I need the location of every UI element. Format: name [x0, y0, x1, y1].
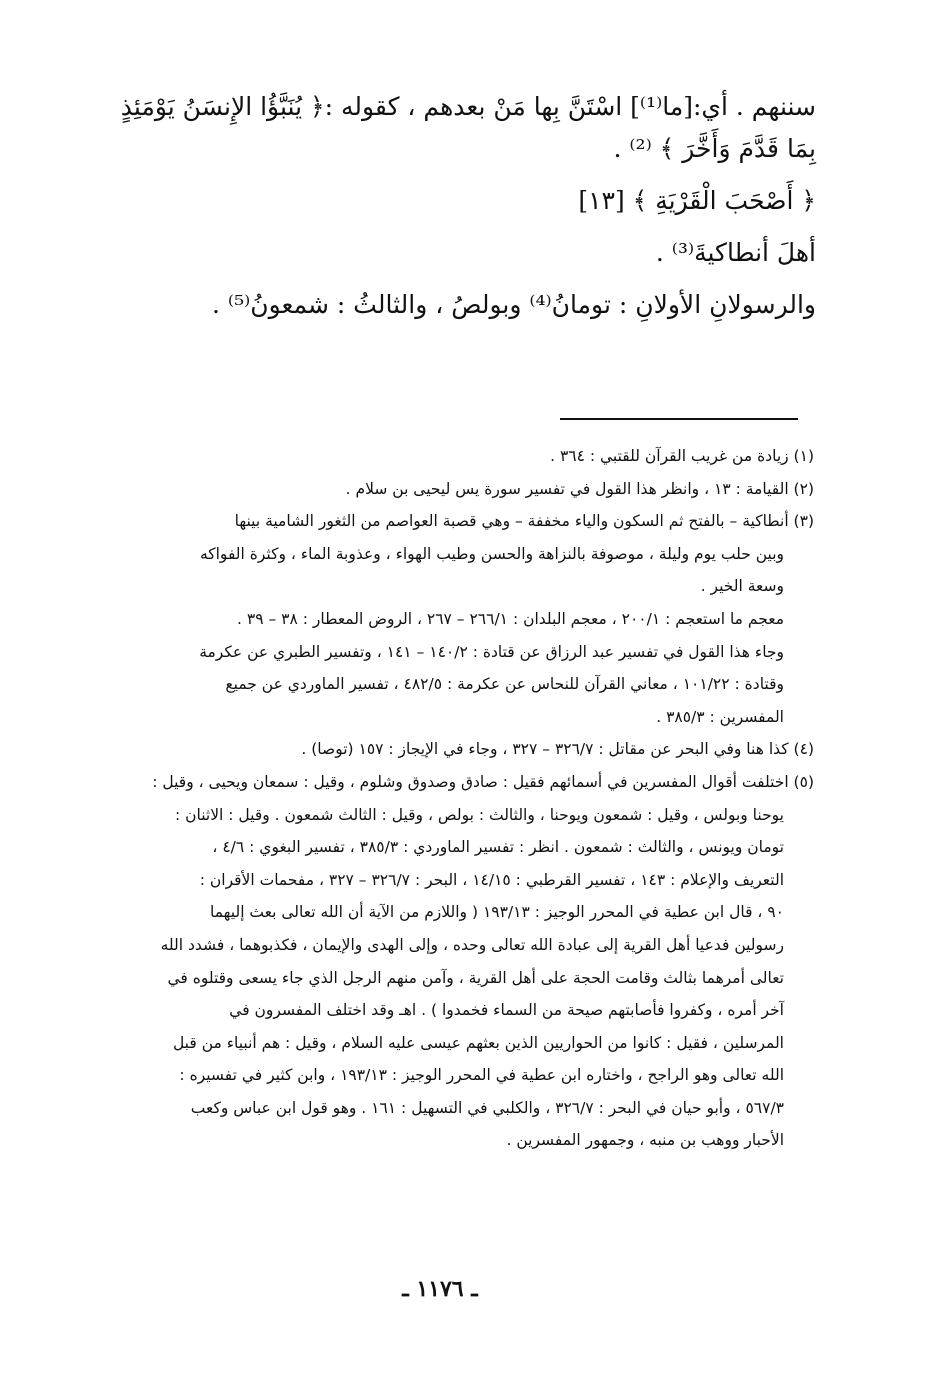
footnote-line: آخر أمره ، وكفروا فأصابتهم صيحة من السماء فخمدوا ) . اهـ وقد اختلف المفسرون في	[229, 1001, 784, 1020]
main-line-1: سننهم . أي:[ما⁽¹⁾] اسْتَنَّ بِها مَنْ بعدهم ، كقوله :﴿ يُنَبَّؤُا الإِنسَنُ يَوْمَئِذٍ	[120, 92, 816, 121]
footnote-line: تعالى أمرهما بثالث وقامت الحجة على أهل القرية ، وآمن منهم الرجل الذي جاء يسعى وقتلوه في	[167, 968, 784, 987]
main-text-block	[96, 88, 816, 338]
main-line-4: أهلَ أنطاكيةَ⁽³⁾ .	[655, 238, 816, 267]
footnote-line: رسولين فدعيا أهل القرية إلى عبادة الله تعالى وحده ، وإلى الهدى والإيمان ، فكذبوهما ، فشدد الله	[160, 935, 784, 954]
footnote-line: الأحبار ووهب بن منبه ، وجمهور المفسرين .	[506, 1131, 784, 1150]
footnote-line: (٢) القيامة : ١٣ ، وانظر هذا القول في تفسير سورة يس ليحيى بن سلام .	[345, 479, 814, 498]
main-line-2: بِمَا قَدَّمَ وَأَخَّرَ ﴾ ⁽²⁾ .	[613, 134, 816, 163]
footnote-separator	[560, 418, 798, 420]
footnotes-block	[92, 440, 814, 1157]
footnote-line: (٤) كذا هنا وفي البحر عن مقاتل : ٣٢٦/٧ – ٣٢٧ ، وجاء في الإيجاز : ١٥٧ (توصا) .	[301, 740, 814, 759]
footnote-line: معجم ما استعجم : ٢٠٠/١ ، معجم البلدان : ٢٦٦/١ – ٢٦٧ ، الروض المعطار : ٣٨ – ٣٩ .	[237, 609, 784, 628]
footnote-line: وجاء هذا القول في تفسير عبد الرزاق عن قتادة : ١٤٠/٢ – ١٤١ ، وتفسير الطبري عن عكرمة	[199, 642, 784, 661]
footnote-line: يوحنا وبولس ، وقيل : شمعون ويوحنا ، والثالث : بولص ، وقيل : الثالث شمعون . وقيل : الاثنان :	[174, 805, 784, 824]
footnote-line: (٣) أنطاكية – بالفتح ثم السكون والياء مخففة – وهي قصبة العواصم من الثغور الشامية بينها	[234, 512, 814, 531]
footnote-line: المفسرين : ٣٨٥/٣ .	[656, 707, 784, 726]
main-line-5: والرسولانِ الأولانِ : تومانُ⁽⁴⁾ وبولصُ ، والثالثُ : شمعونُ⁽⁵⁾ .	[212, 290, 816, 319]
footnote-line: (١) زيادة من غريب القرآن للقتبي : ٣٦٤ .	[550, 447, 814, 465]
footnote-line: التعريف والإعلام : ١٤٣ ، تفسير القرطبي : ١٤/١٥ ، البحر : ٣٢٦/٧ – ٣٢٧ ، مفحمات الأقران :	[199, 870, 784, 889]
footnote-line: الله تعالى وهو الراجح ، واختاره ابن عطية في المحرر الوجيز : ١٩٣/١٣ ، وابن كثير في تفسيره :	[179, 1066, 784, 1085]
footnote-line: ٥٦٧/٣ ، وأبو حيان في البحر : ٣٢٦/٧ ، والكلبي في التسهيل : ١٦١ . وهو قول ابن عباس وكعب	[190, 1098, 784, 1117]
footnote-line: (٥) اختلفت أقوال المفسرين في أسمائهم فقيل : صادق وصدوق وشلوم ، وقيل : سمعان ويحيى ، وقيل :	[152, 772, 814, 791]
footnote-line: تومان ويونس ، والثالث : شمعون . انظر : تفسير الماوردي : ٣٨٥/٣ ، تفسير البغوي : ٤/٦ ،	[212, 838, 784, 857]
footnote-line: وبين حلب يوم وليلة ، موصوفة بالنزاهة والحسن وطيب الهواء ، وعذوبة الماء ، وكثرة الفواكه	[199, 544, 784, 563]
footnote-line: المرسلين ، فقيل : كانوا من الحواريين الذين بعثهم عيسى عليه السلام ، وقيل : هم أنبياء من قبل	[172, 1033, 784, 1052]
footnote-line: ٩٠ ، قال ابن عطية في المحرر الوجيز : ١٩٣/١٣ ( واللازم من الآية أن الله تعالى بعث إليهما	[209, 903, 784, 922]
main-line-3: ﴿ أَصْحَبَ الْقَرْيَةِ ﴾ [١٣]	[578, 186, 816, 215]
footnote-line: وقتادة : ١٠١/٢٢ ، معاني القرآن للنحاس عن عكرمة : ٤٨٢/٥ ، تفسير الماوردي عن جميع	[225, 675, 784, 694]
page-number: ـ ١١٧٦ ـ	[402, 1276, 478, 1302]
footnote-line: وسعة الخير .	[700, 577, 784, 596]
